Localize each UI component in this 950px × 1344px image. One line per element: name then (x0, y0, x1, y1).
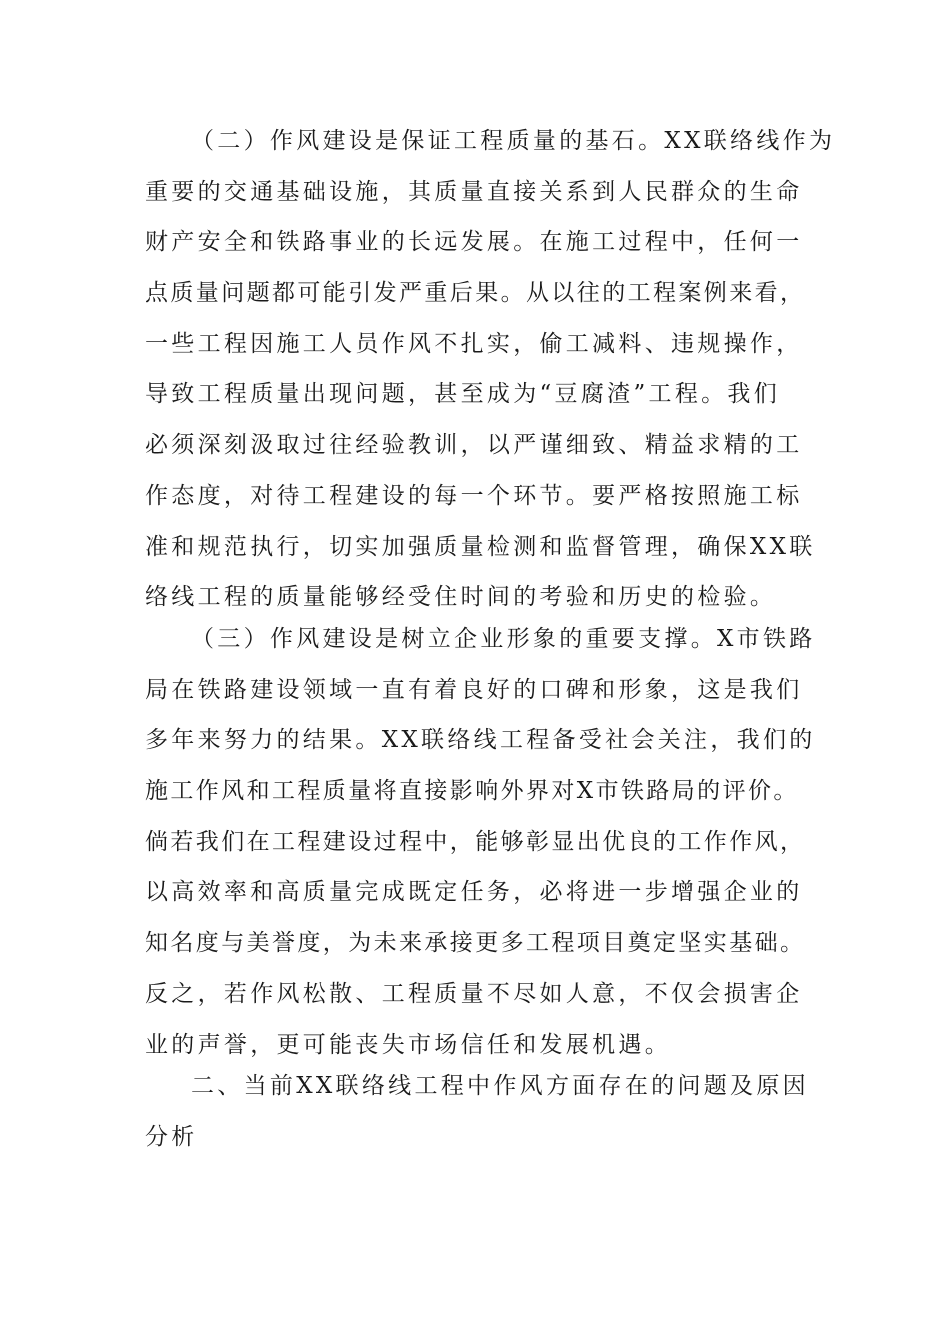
heading-line: 分析 (145, 1123, 198, 1150)
text-line: （三）作风建设是树立企业形象的重要支撑。X市铁路 (191, 626, 816, 652)
text-line: 业的声誉，更可能丧失市场信任和发展机遇。 (145, 1031, 671, 1058)
text-line: 导致工程质量出现问题，甚至成为“豆腐渣”工程。我们 (145, 381, 781, 408)
paragraph-work-style-quality (145, 116, 836, 623)
paragraph-corporate-image (145, 614, 816, 1070)
text-line: 准和规范执行，切实加强质量检测和监督管理，确保XX联 (145, 533, 816, 560)
text-line: 一些工程因施工人员作风不扎实，偷工减料、违规操作， (145, 330, 803, 357)
text-line: 反之，若作风松散、工程质量不尽如人意，不仅会损害企 (145, 980, 803, 1007)
text-line: 络线工程的质量能够经受住时间的考验和历史的检验。 (145, 584, 777, 611)
text-line: 知名度与美誉度，为未来承接更多工程项目奠定坚实基础。 (145, 930, 806, 957)
text-line: （二）作风建设是保证工程质量的基石。XX联络线作为 (191, 128, 836, 154)
text-line: 施工作风和工程质量将直接影响外界对X市铁路局的评价。 (145, 778, 799, 805)
text-line: 重要的交通基础设施，其质量直接关系到人民群众的生命 (145, 178, 803, 205)
heading-line: 二、当前XX联络线工程中作风方面存在的问题及原因 (191, 1073, 809, 1099)
section-heading-problems (145, 1061, 810, 1162)
text-line: 多年来努力的结果。XX联络线工程备受社会关注，我们的 (145, 727, 816, 754)
text-line: 点质量问题都可能引发严重后果。从以往的工程案例来看， (145, 280, 806, 307)
text-line: 局在铁路建设领域一直有着良好的口碑和形象，这是我们 (145, 676, 803, 703)
text-line: 以高效率和高质量完成既定任务，必将进一步增强企业的 (145, 879, 803, 906)
text-line: 必须深刻汲取过往经验教训，以严谨细致、精益求精的工 (145, 432, 803, 459)
text-line: 作态度，对待工程建设的每一个环节。要严格按照施工标 (145, 482, 803, 509)
text-line: 倘若我们在工程建设过程中，能够彰显出优良的工作作风， (145, 828, 806, 855)
text-line: 财产安全和铁路事业的长远发展。在施工过程中，任何一 (145, 229, 803, 256)
